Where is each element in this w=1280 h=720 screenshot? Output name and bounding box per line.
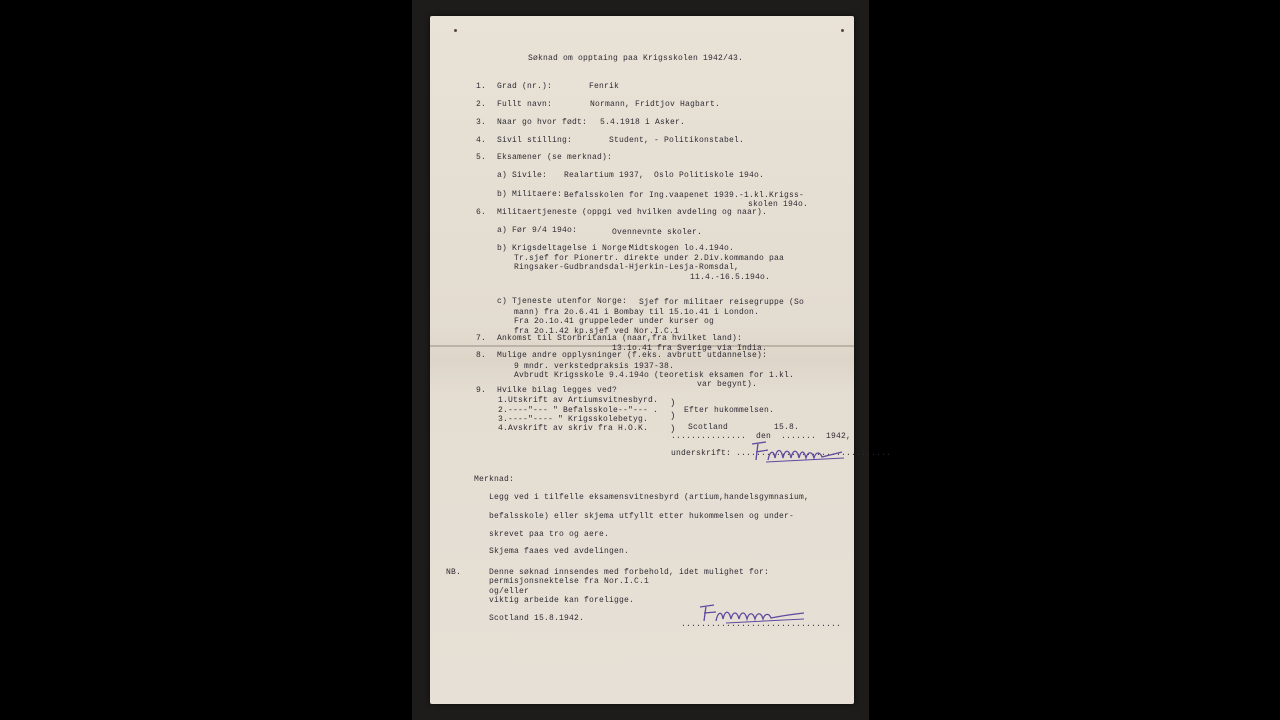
item-6-label: Militaertjeneste (oppgi ved hvilken avdeling og naar).: [497, 208, 768, 217]
item-6c-value-line3: Fra 2o.1o.41 gruppeleder under kurser og: [514, 317, 715, 326]
item-3-value: 5.4.1918 i Asker.: [600, 118, 686, 127]
day: 15.8.: [774, 423, 800, 432]
item-6b-value-line4: 11.4.-16.5.194o.: [690, 273, 771, 282]
item-7-label: Ankomst til Storbritania (naar,fra hvilket land):: [497, 334, 743, 343]
item-8-value-line2: Avbrudt Krigsskole 9.4.194o (teoretisk eksamen for 1.kl.: [514, 371, 795, 380]
remarks-line-4: Skjema faaes ved avdelingen.: [489, 547, 630, 556]
handwritten-signature-2: [696, 599, 808, 627]
attachment-1: 1.Utskrift av Artiumsvitnesbyrd.: [498, 396, 659, 405]
item-1-label: Grad (nr.):: [497, 82, 553, 91]
item-8-value-line1: 9 mndr. verkstedpraksis 1937-38.: [514, 362, 675, 371]
remarks-heading: Merknad:: [474, 475, 515, 484]
pin-hole: [841, 29, 844, 32]
item-9-number: 9.: [476, 386, 487, 395]
item-4-value: Student, - Politikonstabel.: [609, 136, 745, 145]
item-6b-label: b) Krigsdeltagelse i Norge:: [497, 244, 633, 253]
attachment-note: Efter hukommelsen.: [684, 406, 775, 415]
item-6c-value-line2: mann) fra 2o.6.41 i Bombay til 15.1o.41 i London.: [514, 308, 760, 317]
attachment-4: 4.Avskrift av skriv fra H.O.K.: [498, 424, 649, 433]
item-6b-value-line2: Tr.sjef for Pionertr. direkte under 2.Div.kommando paa: [514, 254, 785, 263]
item-2-label: Fullt navn:: [497, 100, 553, 109]
remarks-line-1: Legg ved i tilfelle eksamensvitnesbyrd (artium,handelsgymnasium,: [489, 493, 810, 502]
item-6b-value-line3: Ringsaker-Gudbrandsdal-Hjerkin-Lesja-Romsdal,: [514, 263, 740, 272]
item-1-value: Fenrik: [589, 82, 620, 91]
item-4-label: Sivil stilling:: [497, 136, 573, 145]
nb-label: NB.: [446, 568, 462, 577]
nb-line-4: viktig arbeide kan foreligge.: [489, 596, 635, 605]
item-5b-label: b) Militaere:: [497, 190, 563, 199]
item-9-label: Hvilke bilag legges ved?: [497, 386, 618, 395]
document-page: [430, 16, 892, 704]
item-3-number: 3.: [476, 118, 487, 127]
item-5b-value-line1: Befalsskolen for Ing.vaapenet 1939.-1.kl.Krigss-: [564, 191, 805, 200]
item-6c-value-line1: Sjef for militaer reisegruppe (So: [639, 298, 805, 307]
item-8-label: Mulige andre opplysninger (f.eks. avbrutt utdannelse):: [497, 351, 768, 360]
document-title: Søknad om opptaing paa Krigsskolen 1942/43.: [528, 54, 744, 63]
item-6a-label: a) Før 9/4 194o:: [497, 226, 578, 235]
nb-line-1: Denne søknad innsendes med forbehold, idet mulighet for:: [489, 568, 770, 577]
attachment-brace: ) ) ): [670, 398, 676, 434]
item-8-number: 8.: [476, 351, 487, 360]
place: Scotland: [688, 423, 729, 432]
item-4-number: 4.: [476, 136, 487, 145]
nb-date: Scotland 15.8.1942.: [489, 614, 585, 623]
item-2-value: Normann, Fridtjov Hagbart.: [590, 100, 721, 109]
attachment-3: 3.----"---- " Krigsskolebetyg.: [498, 415, 649, 424]
item-1-number: 1.: [476, 82, 487, 91]
item-2-number: 2.: [476, 100, 487, 109]
item-6a-value: Ovennevnte skoler.: [612, 228, 703, 237]
remarks-line-2: befalsskole) eller skjema utfyllt etter hukommelsen og under-: [489, 512, 795, 521]
remarks-line-3: skrevet paa tro og aere.: [489, 530, 610, 539]
item-3-label: Naar go hvor født:: [497, 118, 588, 127]
item-6b-value-line1: Midtskogen lo.4.194o.: [629, 244, 735, 253]
item-6-number: 6.: [476, 208, 487, 217]
nb-line-2: permisjonsnektelse fra Nor.I.C.1: [489, 577, 650, 586]
date-line: ............... den ....... 1942,: [671, 432, 852, 441]
item-6c-label: c) Tjeneste utenfor Norge:: [497, 297, 628, 306]
item-7-value: 13.1o.41 fra Sverige via India.: [612, 344, 768, 353]
item-6c-value-line4: fra 2o.1.42 kp.sjef ved Nor.I.C.1: [514, 327, 680, 336]
attachment-2: 2.----"--- " Befalsskole--"--- .: [498, 406, 659, 415]
handwritten-signature-1: [746, 436, 846, 466]
item-8-value-line3: var begynt).: [697, 380, 758, 389]
signature-line: underskrift: ...............................: [671, 449, 892, 458]
item-7-number: 7.: [476, 334, 487, 343]
item-5b-value-line2: skolen 194o.: [748, 200, 809, 209]
nb-signature-dots: ................................: [681, 620, 842, 629]
pin-hole: [454, 29, 457, 32]
item-5-label: Eksamener (se merknad):: [497, 153, 613, 162]
item-5a-label: a) Sivile:: [497, 171, 548, 180]
item-5-number: 5.: [476, 153, 487, 162]
nb-line-3: og/eller: [489, 587, 530, 596]
item-5a-value: Realartium 1937, Oslo Politiskole 194o.: [564, 171, 765, 180]
